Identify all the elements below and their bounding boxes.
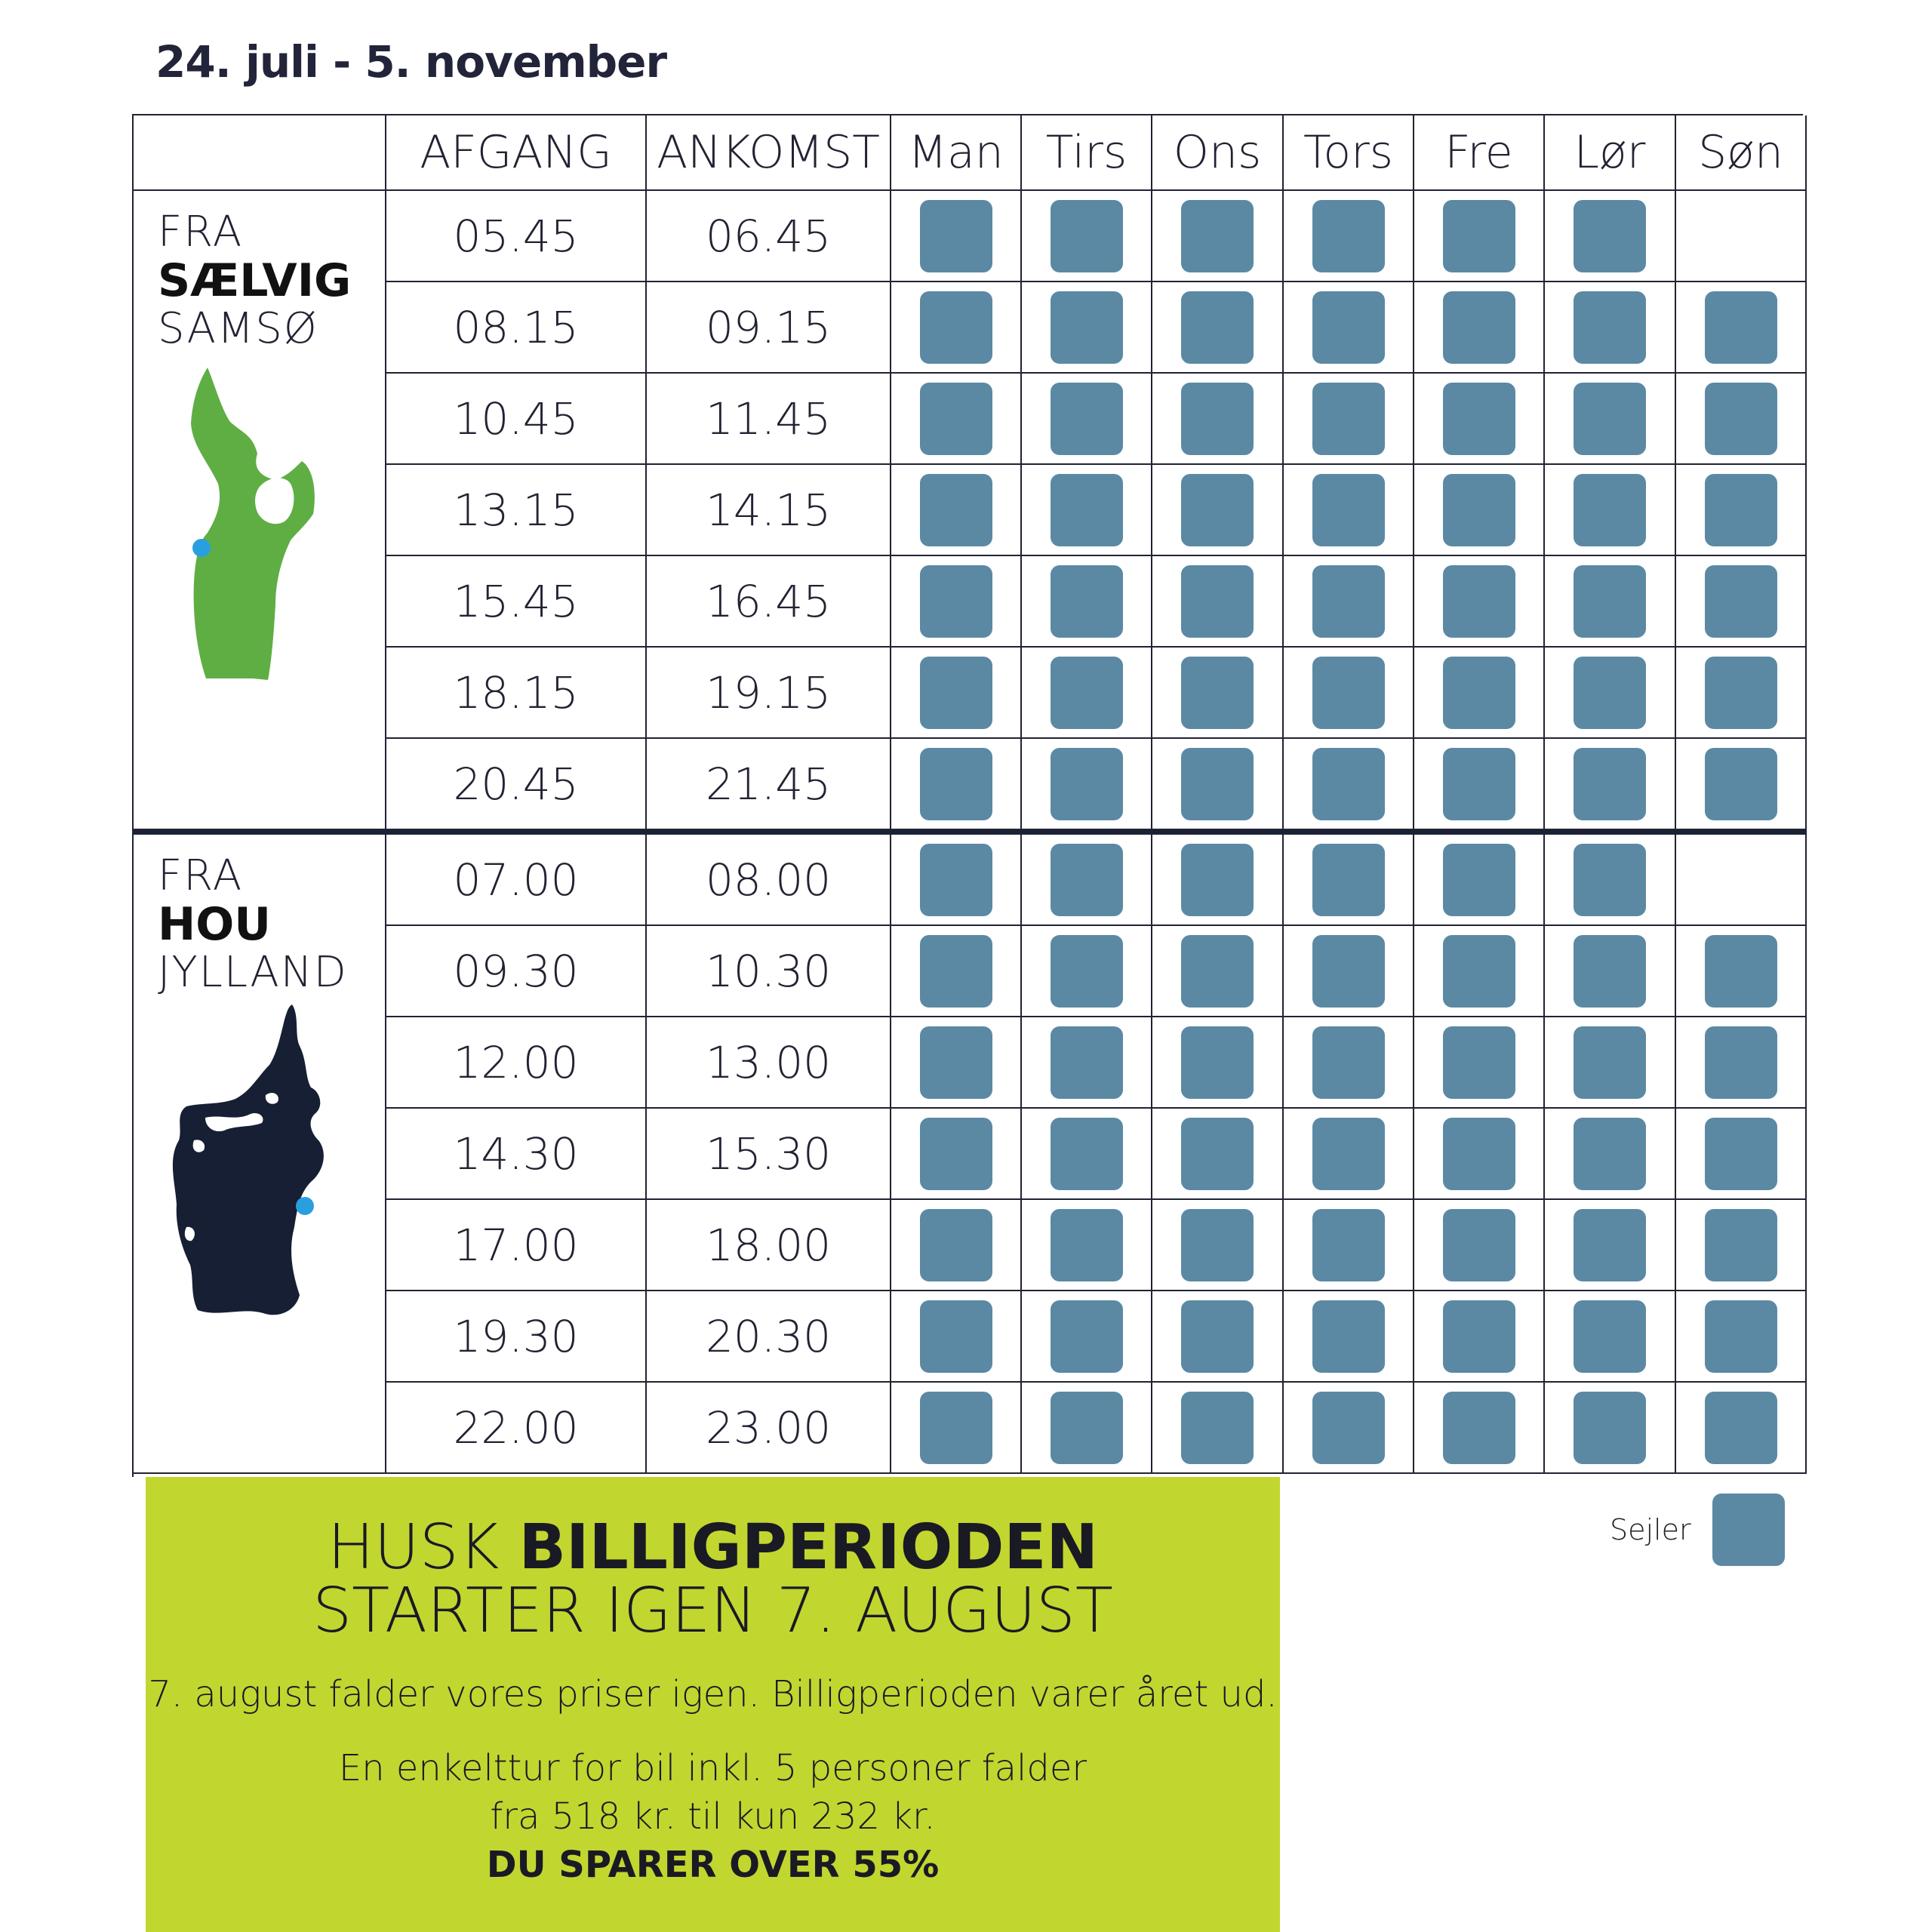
day-cell bbox=[1022, 556, 1152, 648]
day-cell bbox=[1676, 739, 1807, 830]
sailing-box bbox=[1312, 748, 1385, 820]
sailing-box bbox=[1051, 1209, 1123, 1281]
day-cell bbox=[1152, 465, 1284, 556]
day-cell bbox=[891, 1200, 1022, 1291]
header-day-7: Søn bbox=[1676, 115, 1807, 191]
origin-port-name: HOU bbox=[158, 898, 271, 951]
sailing-box bbox=[920, 565, 992, 638]
day-cell bbox=[1414, 739, 1545, 830]
day-cell bbox=[1676, 1291, 1807, 1383]
day-cell bbox=[1022, 465, 1152, 556]
day-cell bbox=[1152, 1200, 1284, 1291]
sailing-box bbox=[1574, 748, 1646, 820]
sailing-box bbox=[1051, 935, 1123, 1008]
day-cell bbox=[1676, 465, 1807, 556]
sailing-box bbox=[1574, 565, 1646, 638]
legend-label: Sejler bbox=[1610, 1513, 1691, 1546]
sailing-box bbox=[1705, 935, 1777, 1008]
sailing-box bbox=[1181, 383, 1254, 455]
jylland-map bbox=[160, 1001, 356, 1333]
day-cell bbox=[1676, 926, 1807, 1017]
sailing-box bbox=[1443, 474, 1515, 546]
departure-time: 08.15 bbox=[386, 282, 647, 374]
sailing-box bbox=[920, 200, 992, 272]
jylland-map-wrapper bbox=[160, 1001, 356, 1343]
sailing-box bbox=[1705, 474, 1777, 546]
sailing-box bbox=[1574, 844, 1646, 916]
promo-headline-bold: BILLIGPERIODEN bbox=[518, 1512, 1099, 1583]
sailing-box bbox=[920, 844, 992, 916]
arrival-time: 08.00 bbox=[647, 835, 891, 926]
sailing-box bbox=[1312, 657, 1385, 729]
day-cell bbox=[1676, 191, 1807, 282]
promo-paragraph-2a: En enkelttur for bil inkl. 5 personer falder bbox=[338, 1747, 1088, 1789]
day-cell bbox=[1676, 1200, 1807, 1291]
sailing-box bbox=[920, 935, 992, 1008]
sailing-box bbox=[920, 474, 992, 546]
sailing-box bbox=[1051, 291, 1123, 364]
day-cell bbox=[1284, 1200, 1414, 1291]
day-cell bbox=[1152, 1017, 1284, 1109]
section-2-origin bbox=[134, 835, 386, 1474]
day-cell bbox=[891, 191, 1022, 282]
day-cell bbox=[1676, 835, 1807, 926]
sailing-box bbox=[1181, 935, 1254, 1008]
day-cell bbox=[1545, 835, 1676, 926]
sailing-box bbox=[920, 1392, 992, 1464]
day-cell bbox=[891, 926, 1022, 1017]
day-cell bbox=[1152, 374, 1284, 465]
day-cell bbox=[1414, 556, 1545, 648]
departure-time: 07.00 bbox=[386, 835, 647, 926]
day-cell bbox=[1414, 648, 1545, 739]
day-cell bbox=[1022, 835, 1152, 926]
sailing-box bbox=[1312, 1209, 1385, 1281]
sailing-box bbox=[1312, 935, 1385, 1008]
day-cell bbox=[1414, 282, 1545, 374]
arrival-time: 09.15 bbox=[647, 282, 891, 374]
header-day-6: Lør bbox=[1545, 115, 1676, 191]
header-day-4: Tors bbox=[1284, 115, 1414, 191]
sailing-box bbox=[1705, 1392, 1777, 1464]
arrival-time: 21.45 bbox=[647, 739, 891, 830]
day-cell bbox=[1152, 1383, 1284, 1474]
departure-time: 17.00 bbox=[386, 1200, 647, 1291]
departure-time: 14.30 bbox=[386, 1109, 647, 1200]
day-cell bbox=[1152, 739, 1284, 830]
day-cell bbox=[1545, 926, 1676, 1017]
departure-time: 10.45 bbox=[386, 374, 647, 465]
arrival-time: 10.30 bbox=[647, 926, 891, 1017]
day-cell bbox=[1414, 465, 1545, 556]
day-cell bbox=[1284, 739, 1414, 830]
sailing-box bbox=[1574, 383, 1646, 455]
sailing-box bbox=[1443, 1300, 1515, 1373]
sailing-box bbox=[920, 657, 992, 729]
sailing-box bbox=[1443, 1118, 1515, 1190]
day-cell bbox=[1414, 191, 1545, 282]
sailing-box bbox=[1312, 474, 1385, 546]
day-cell bbox=[1284, 465, 1414, 556]
promo-headline-prefix: HUSK bbox=[327, 1512, 519, 1583]
origin-region: JYLLAND bbox=[158, 948, 348, 997]
day-cell bbox=[1545, 648, 1676, 739]
day-cell bbox=[1545, 465, 1676, 556]
sailing-box bbox=[1181, 1392, 1254, 1464]
day-cell bbox=[1284, 648, 1414, 739]
sailing-box bbox=[1574, 1026, 1646, 1099]
day-cell bbox=[891, 1017, 1022, 1109]
legend bbox=[1610, 1494, 1785, 1566]
sailing-box bbox=[920, 291, 992, 364]
day-cell bbox=[1022, 1291, 1152, 1383]
arrival-time: 14.15 bbox=[647, 465, 891, 556]
section-1-origin bbox=[134, 191, 386, 830]
sailing-box bbox=[1443, 935, 1515, 1008]
day-cell bbox=[1414, 1291, 1545, 1383]
day-cell bbox=[1545, 374, 1676, 465]
promo-headline bbox=[146, 1512, 1280, 1647]
day-cell bbox=[1022, 191, 1152, 282]
day-cell bbox=[1676, 1017, 1807, 1109]
promo-headline-line2: STARTER IGEN 7. AUGUST bbox=[312, 1575, 1113, 1647]
sailing-box bbox=[920, 1118, 992, 1190]
sailing-box bbox=[1181, 657, 1254, 729]
sailing-box bbox=[1051, 1300, 1123, 1373]
arrival-time: 15.30 bbox=[647, 1109, 891, 1200]
day-cell bbox=[891, 1291, 1022, 1383]
day-cell bbox=[1676, 1109, 1807, 1200]
day-cell bbox=[1676, 374, 1807, 465]
day-cell bbox=[1152, 282, 1284, 374]
day-cell bbox=[891, 739, 1022, 830]
sailing-box bbox=[1443, 1392, 1515, 1464]
sailing-box bbox=[1574, 1392, 1646, 1464]
sailing-box bbox=[1181, 1209, 1254, 1281]
day-cell bbox=[891, 835, 1022, 926]
sailing-box bbox=[1443, 844, 1515, 916]
sailing-box bbox=[1705, 1118, 1777, 1190]
day-cell bbox=[891, 556, 1022, 648]
sailing-box bbox=[1181, 1118, 1254, 1190]
day-cell bbox=[1152, 1109, 1284, 1200]
day-cell bbox=[1414, 1017, 1545, 1109]
day-cell bbox=[1676, 282, 1807, 374]
departure-time: 12.00 bbox=[386, 1017, 647, 1109]
header-ankomst: ANKOMST bbox=[647, 115, 891, 191]
sailing-box bbox=[1312, 844, 1385, 916]
header-corner bbox=[134, 115, 386, 191]
day-cell bbox=[1414, 926, 1545, 1017]
arrival-time: 16.45 bbox=[647, 556, 891, 648]
day-cell bbox=[1414, 835, 1545, 926]
day-cell bbox=[1022, 648, 1152, 739]
arrival-time: 13.00 bbox=[647, 1017, 891, 1109]
sailing-box bbox=[1705, 1209, 1777, 1281]
sailing-box bbox=[1574, 200, 1646, 272]
sailing-box bbox=[1574, 1209, 1646, 1281]
day-cell bbox=[891, 282, 1022, 374]
sailing-box bbox=[1312, 1026, 1385, 1099]
sailing-box bbox=[920, 1300, 992, 1373]
day-cell bbox=[1284, 374, 1414, 465]
sailing-box bbox=[1705, 748, 1777, 820]
sailing-box bbox=[1312, 291, 1385, 364]
day-cell bbox=[1284, 1109, 1414, 1200]
arrival-time: 19.15 bbox=[647, 648, 891, 739]
day-cell bbox=[1284, 282, 1414, 374]
sailing-box bbox=[1181, 748, 1254, 820]
sailing-box bbox=[1443, 565, 1515, 638]
day-cell bbox=[1545, 1017, 1676, 1109]
sailing-box bbox=[1312, 1300, 1385, 1373]
sailing-box bbox=[1443, 1209, 1515, 1281]
departure-time: 22.00 bbox=[386, 1383, 647, 1474]
departure-time: 19.30 bbox=[386, 1291, 647, 1383]
sailing-box bbox=[1312, 565, 1385, 638]
day-cell bbox=[1022, 926, 1152, 1017]
sailing-box bbox=[1705, 291, 1777, 364]
day-cell bbox=[1676, 648, 1807, 739]
day-cell bbox=[891, 648, 1022, 739]
day-cell bbox=[1152, 1291, 1284, 1383]
page-title: 24. juli - 5. november bbox=[155, 36, 667, 88]
promo-paragraph-2b: fra 518 kr. til kun 232 kr. bbox=[490, 1795, 936, 1838]
sailing-box bbox=[1443, 748, 1515, 820]
sailing-box bbox=[1705, 657, 1777, 729]
samso-map bbox=[162, 363, 343, 695]
sailing-box bbox=[920, 1026, 992, 1099]
origin-prefix: FRA bbox=[158, 851, 244, 900]
sailing-box bbox=[1051, 565, 1123, 638]
sailing-box bbox=[1574, 1118, 1646, 1190]
sailing-box bbox=[920, 1209, 992, 1281]
timetable bbox=[132, 114, 1803, 1477]
arrival-time: 20.30 bbox=[647, 1291, 891, 1383]
day-cell bbox=[1022, 282, 1152, 374]
sailing-box bbox=[1051, 844, 1123, 916]
day-cell bbox=[1284, 1291, 1414, 1383]
day-cell bbox=[1676, 1383, 1807, 1474]
sailing-box bbox=[1705, 1300, 1777, 1373]
header-day-3: Ons bbox=[1152, 115, 1284, 191]
sailing-box bbox=[1312, 1392, 1385, 1464]
sailing-box bbox=[1443, 657, 1515, 729]
arrival-time: 23.00 bbox=[647, 1383, 891, 1474]
day-cell bbox=[1284, 835, 1414, 926]
sailing-box bbox=[1574, 1300, 1646, 1373]
header-day-1: Man bbox=[891, 115, 1022, 191]
day-cell bbox=[891, 374, 1022, 465]
day-cell bbox=[1414, 1109, 1545, 1200]
day-cell bbox=[1022, 1017, 1152, 1109]
sailing-box bbox=[1051, 474, 1123, 546]
day-cell bbox=[1545, 739, 1676, 830]
day-cell bbox=[1284, 926, 1414, 1017]
sailing-box bbox=[1574, 935, 1646, 1008]
sailing-box bbox=[1574, 657, 1646, 729]
sailing-box bbox=[1312, 1118, 1385, 1190]
sailing-box bbox=[1312, 383, 1385, 455]
day-cell bbox=[1152, 926, 1284, 1017]
sailing-box bbox=[1312, 200, 1385, 272]
day-cell bbox=[1545, 1291, 1676, 1383]
promo-paragraph-1: 7. august falder vores priser igen. Billigperioden varer året ud. bbox=[148, 1673, 1278, 1715]
sailing-box bbox=[1051, 657, 1123, 729]
sailing-box bbox=[1181, 565, 1254, 638]
sailing-box bbox=[1705, 383, 1777, 455]
day-cell bbox=[1284, 1017, 1414, 1109]
sailing-box bbox=[1443, 291, 1515, 364]
sailing-box bbox=[1051, 1118, 1123, 1190]
sailing-box bbox=[1443, 200, 1515, 272]
departure-time: 20.45 bbox=[386, 739, 647, 830]
header-day-5: Fre bbox=[1414, 115, 1545, 191]
day-cell bbox=[1152, 648, 1284, 739]
departure-time: 15.45 bbox=[386, 556, 647, 648]
day-cell bbox=[1022, 374, 1152, 465]
sailing-box bbox=[1181, 844, 1254, 916]
sailing-box bbox=[1443, 383, 1515, 455]
sailing-box bbox=[1051, 383, 1123, 455]
day-cell bbox=[1545, 556, 1676, 648]
day-cell bbox=[1152, 556, 1284, 648]
day-cell bbox=[1545, 191, 1676, 282]
day-cell bbox=[891, 1383, 1022, 1474]
origin-prefix: FRA bbox=[158, 208, 244, 257]
day-cell bbox=[1152, 191, 1284, 282]
samso-map-wrapper bbox=[162, 363, 343, 706]
sailing-box bbox=[920, 383, 992, 455]
arrival-time: 06.45 bbox=[647, 191, 891, 282]
arrival-time: 11.45 bbox=[647, 374, 891, 465]
day-cell bbox=[1022, 1109, 1152, 1200]
sailing-box bbox=[1181, 1026, 1254, 1099]
day-cell bbox=[891, 1109, 1022, 1200]
sailing-box bbox=[1443, 1026, 1515, 1099]
day-cell bbox=[891, 465, 1022, 556]
day-cell bbox=[1414, 1200, 1545, 1291]
departure-time: 18.15 bbox=[386, 648, 647, 739]
sailing-box bbox=[1181, 200, 1254, 272]
sailing-box bbox=[1181, 291, 1254, 364]
origin-port-name: SÆLVIG bbox=[158, 254, 352, 307]
day-cell bbox=[1022, 739, 1152, 830]
sailing-box bbox=[1705, 1026, 1777, 1099]
sailing-box bbox=[1051, 748, 1123, 820]
sailing-box bbox=[1051, 1392, 1123, 1464]
origin-region: SAMSØ bbox=[158, 304, 318, 353]
day-cell bbox=[1022, 1200, 1152, 1291]
sailing-box bbox=[1181, 474, 1254, 546]
day-cell bbox=[1022, 1383, 1152, 1474]
arrival-time: 18.00 bbox=[647, 1200, 891, 1291]
departure-time: 09.30 bbox=[386, 926, 647, 1017]
day-cell bbox=[1284, 191, 1414, 282]
day-cell bbox=[1545, 1200, 1676, 1291]
promo-savings: DU SPARER OVER 55% bbox=[486, 1844, 940, 1886]
sailing-box bbox=[1051, 1026, 1123, 1099]
sailing-box bbox=[1574, 291, 1646, 364]
sailing-box bbox=[1051, 200, 1123, 272]
departure-time: 13.15 bbox=[386, 465, 647, 556]
day-cell bbox=[1284, 1383, 1414, 1474]
day-cell bbox=[1545, 1383, 1676, 1474]
day-cell bbox=[1284, 556, 1414, 648]
day-cell bbox=[1545, 282, 1676, 374]
departure-time: 05.45 bbox=[386, 191, 647, 282]
promo-banner bbox=[146, 1477, 1280, 1932]
day-cell bbox=[1414, 1383, 1545, 1474]
header-day-2: Tirs bbox=[1022, 115, 1152, 191]
sailing-box bbox=[1574, 474, 1646, 546]
sailing-box bbox=[1705, 565, 1777, 638]
header-afgang: AFGANG bbox=[386, 115, 647, 191]
sailing-box bbox=[920, 748, 992, 820]
legend-sailing-box bbox=[1712, 1494, 1785, 1566]
day-cell bbox=[1676, 556, 1807, 648]
day-cell bbox=[1414, 374, 1545, 465]
sailing-box bbox=[1181, 1300, 1254, 1373]
day-cell bbox=[1545, 1109, 1676, 1200]
day-cell bbox=[1152, 835, 1284, 926]
